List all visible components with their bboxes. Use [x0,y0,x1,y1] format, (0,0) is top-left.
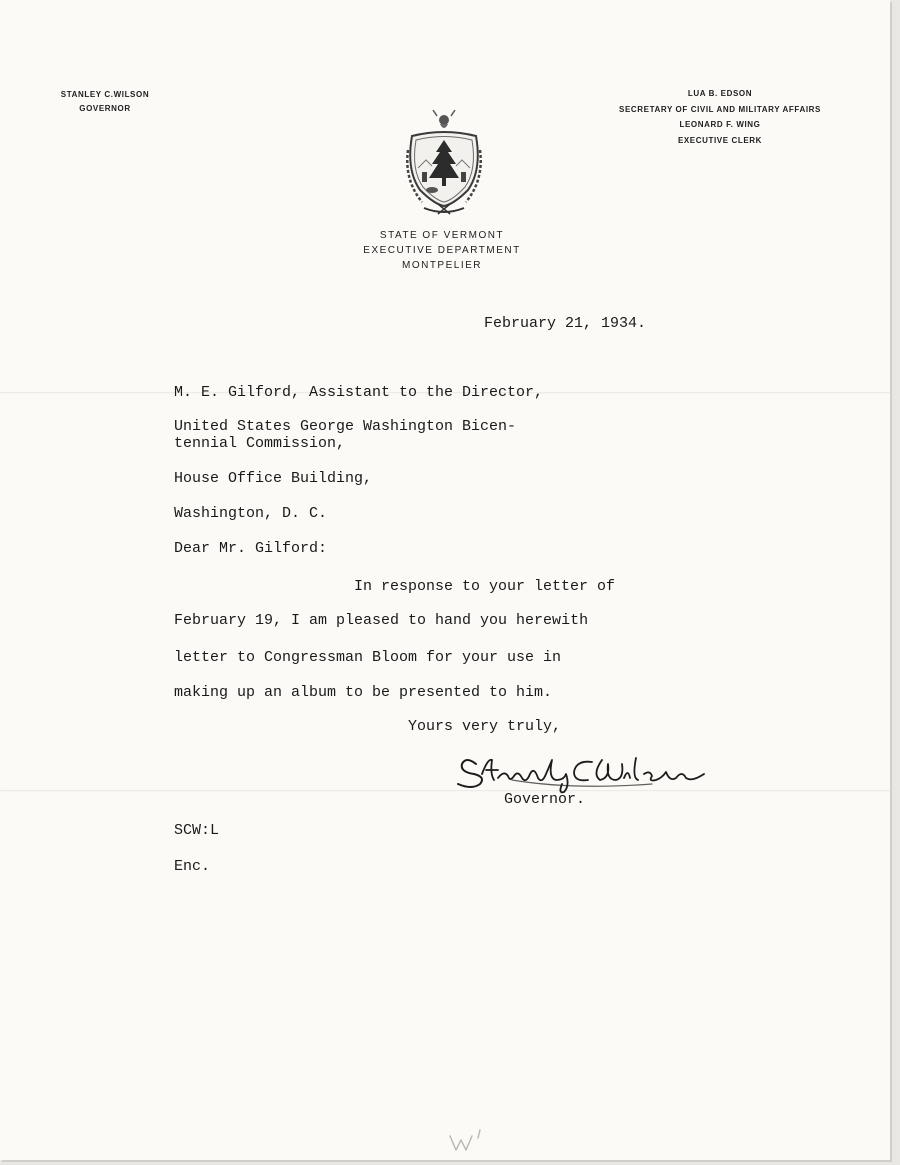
vermont-state-seal-icon [402,110,486,218]
body-line: letter to Congressman Bloom for your use in [174,649,562,666]
department-name: EXECUTIVE DEPARTMENT [363,245,521,256]
letterhead-department-block [342,228,542,273]
handwritten-signature [452,750,714,794]
recipient-building-line: House Office Building, [174,470,373,487]
letter-date: February 21, 1934. [484,315,647,332]
letterhead-governor-block [40,88,170,116]
salutation: Dear Mr. Gilford: [174,540,328,557]
secretary-name: LUA B. EDSON [687,89,753,98]
clerk-name: LEONARD F. WING [679,120,761,129]
governor-name: STANLEY C.WILSON [60,90,150,99]
letterhead-staff-block [600,86,840,148]
body-line: February 19, I am pleased to hand you herewith [174,612,589,629]
typist-initials: SCW:L [174,822,220,839]
governor-title: GOVERNOR [79,104,131,113]
body-line: making up an album to be presented to him. [174,684,553,701]
recipient-org-line-2: tennial Commission, [174,435,346,452]
body-line: In response to your letter of [354,578,616,595]
state-name: STATE OF VERMONT [379,230,505,241]
pencil-mark [446,1126,496,1154]
clerk-title: EXECUTIVE CLERK [677,135,763,145]
recipient-name-line: M. E. Gilford, Assistant to the Director, [174,384,544,401]
enclosure-note: Enc. [174,858,211,875]
secretary-title: SECRETARY OF CIVIL AND MILITARY AFFAIRS [619,104,821,114]
recipient-city-line: Washington, D. C. [174,505,328,522]
city-name: MONTPELIER [401,260,482,271]
signer-title: Governor. [504,791,586,808]
recipient-org-line: United States George Washington Bicen- [174,418,517,435]
closing: Yours very truly, [408,718,562,735]
paper-fold-line [0,790,890,791]
